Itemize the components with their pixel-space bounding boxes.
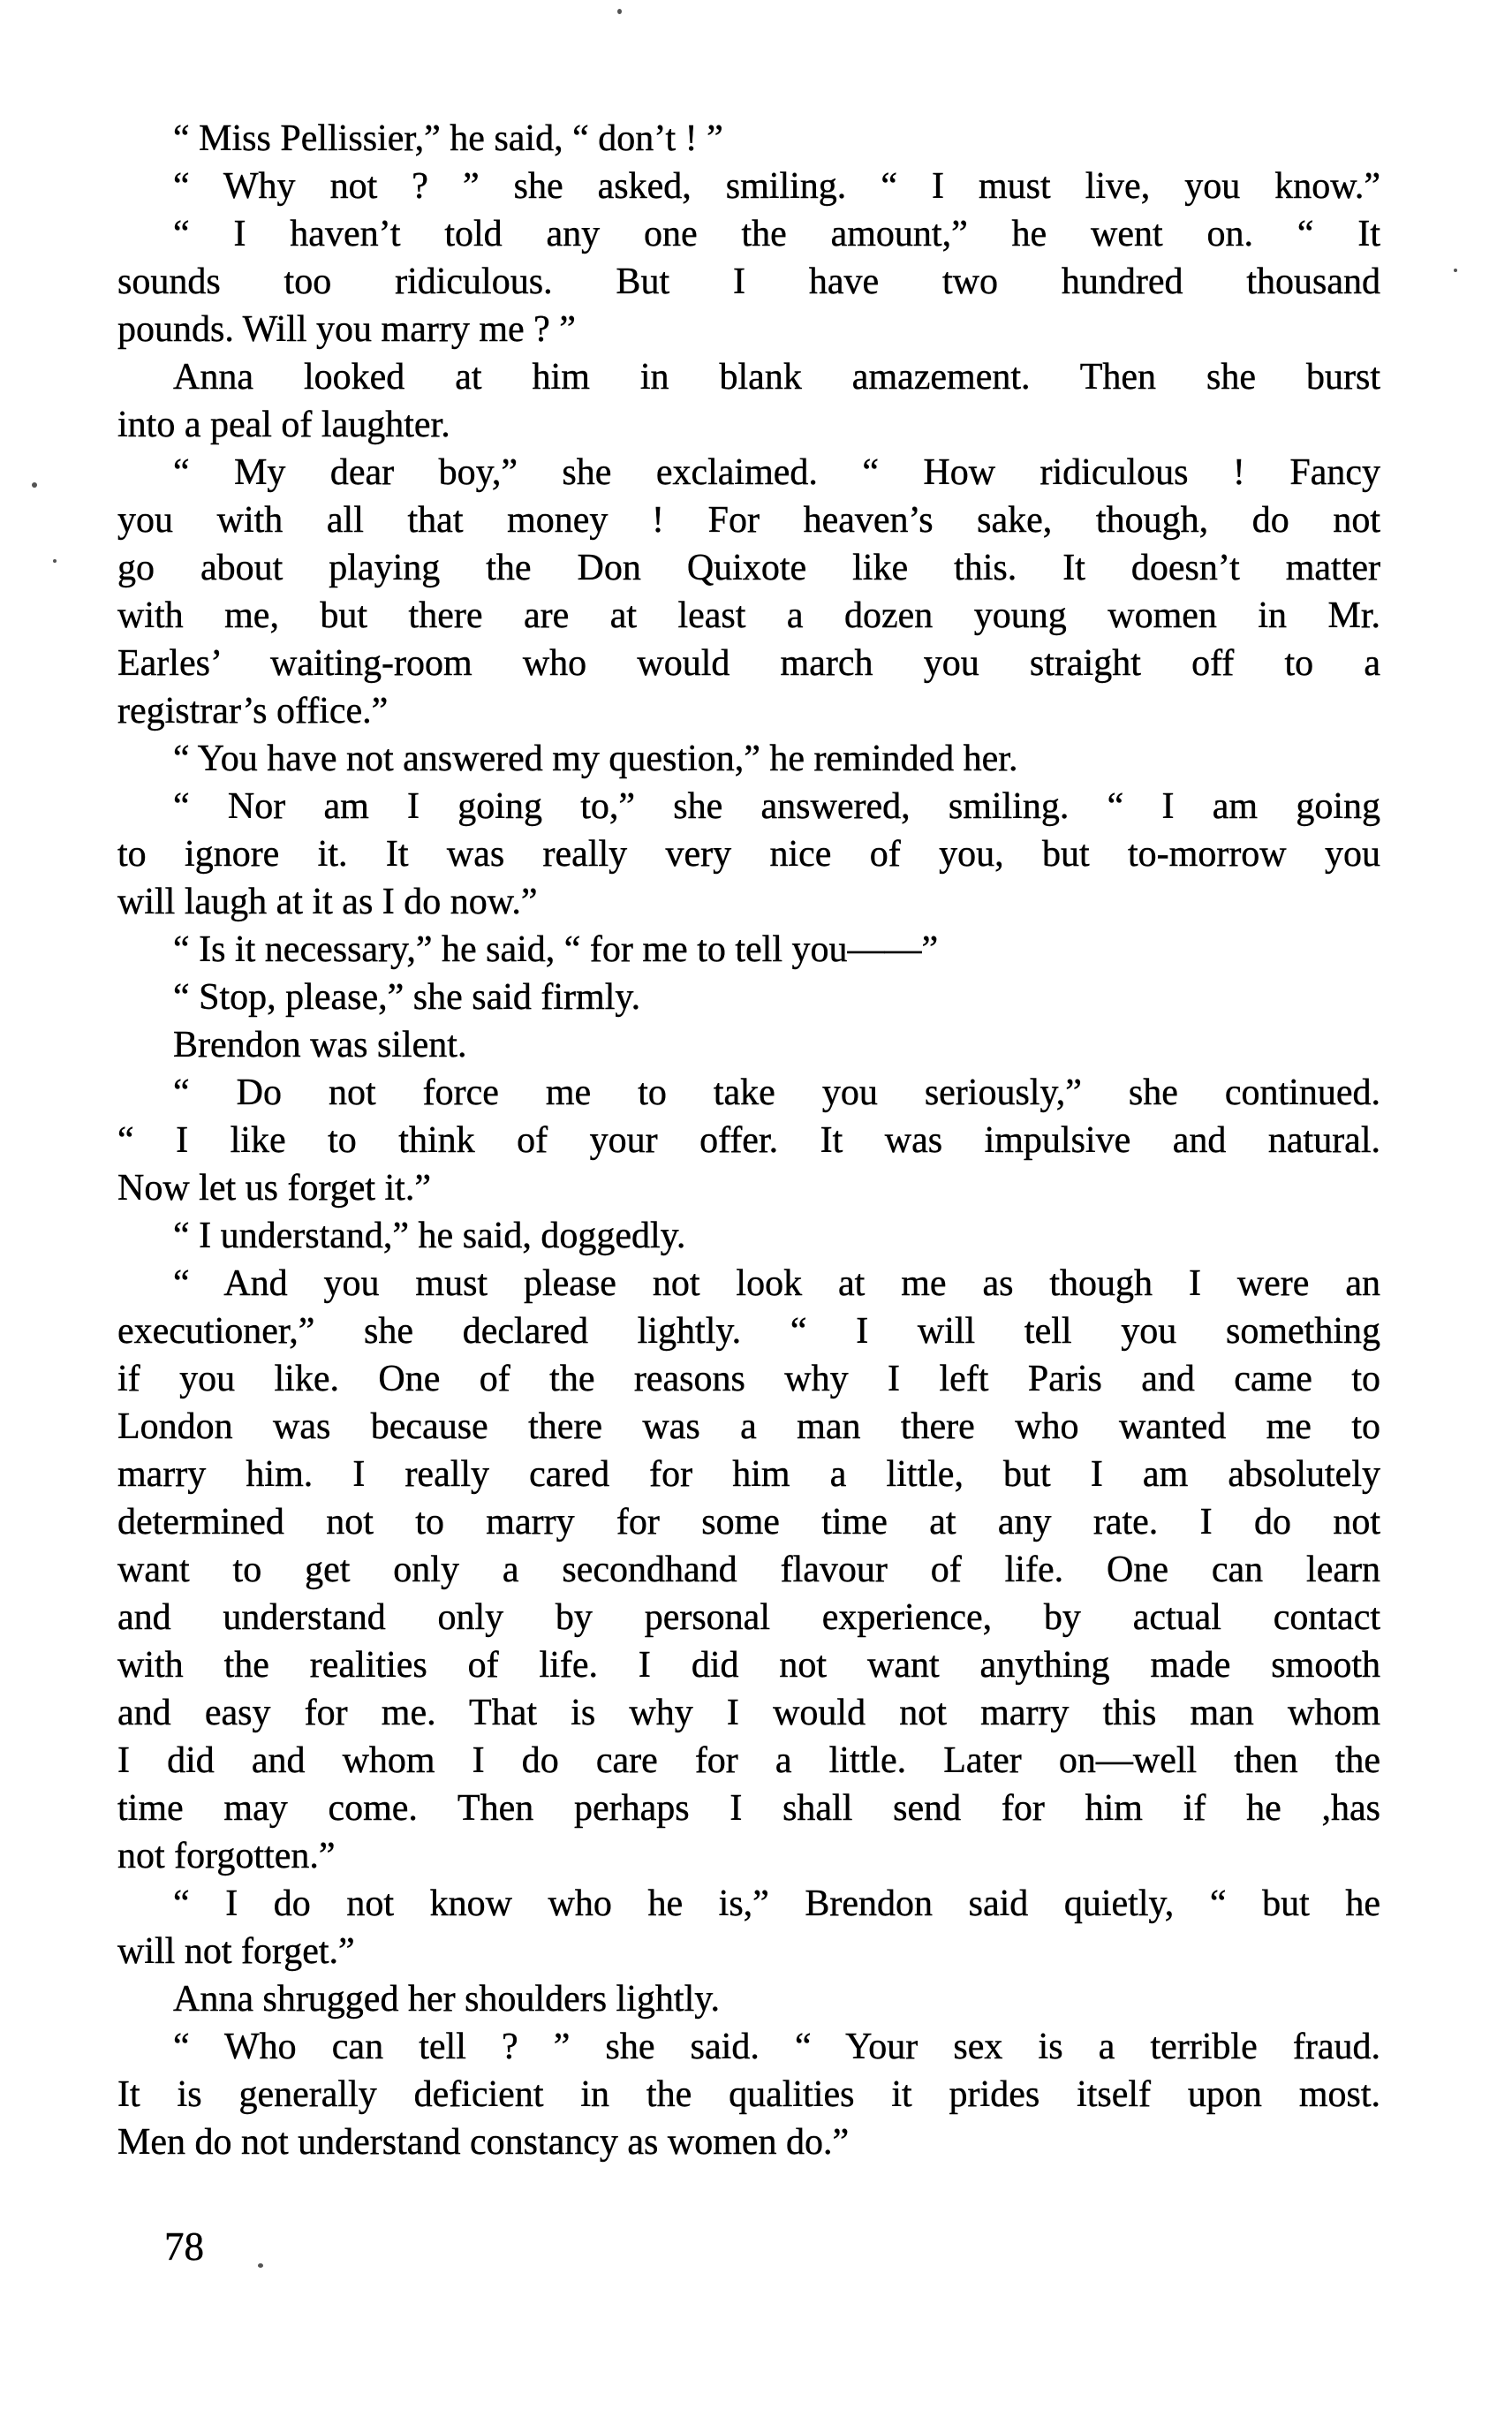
text-line: determined not to marry for some time at any rate. I do not	[117, 1502, 1380, 1542]
text-line: London was because there was a man there who wanted me to	[117, 1406, 1380, 1447]
text-line: “ Why not ? ” she asked, smiling. “ I must live, you know.”	[173, 166, 1380, 207]
text-line: “ Stop, please,” she said firmly.	[173, 977, 641, 1018]
scan-speck	[53, 559, 57, 563]
text-line: with me, but there are at least a dozen young women in Mr.	[117, 595, 1380, 636]
text-line: “ Who can tell ? ” she said. “ Your sex is a terrible fraud.	[173, 2027, 1380, 2067]
text-line: Men do not understand constancy as women do.”	[117, 2122, 850, 2163]
scan-speck	[258, 2263, 263, 2268]
text-line: “ I understand,” he said, doggedly.	[173, 1216, 686, 1256]
text-line: time may come. Then perhaps I shall send for him if he ,has	[117, 1788, 1380, 1829]
text-line: and easy for me. That is why I would not marry this man whom	[117, 1693, 1380, 1733]
text-line: sounds too ridiculous. But I have two hundred thousand	[117, 261, 1380, 302]
page-number: 78	[164, 2224, 204, 2269]
text-line: I did and whom I do care for a little. Later on—well then the	[117, 1740, 1380, 1781]
text-line: marry him. I really cared for him a little, but I am absolutely	[117, 1454, 1380, 1495]
text-line: “ Is it necessary,” he said, “ for me to tell you——”	[173, 929, 939, 970]
text-line: Brendon was silent.	[173, 1025, 467, 1065]
text-line: executioner,” she declared lightly. “ I will tell you something	[117, 1311, 1380, 1352]
text-line: will laugh at it as I do now.”	[117, 882, 538, 922]
text-line: It is generally deficient in the qualities it prides itself upon most.	[117, 2074, 1380, 2115]
text-line: “ Miss Pellissier,” he said, “ don’t ! ”	[173, 118, 723, 159]
text-line: Anna shrugged her shoulders lightly.	[173, 1979, 721, 2020]
text-line: will not forget.”	[117, 1931, 355, 1972]
text-line: “ You have not answered my question,” he reminded her.	[173, 739, 1018, 779]
text-line: want to get only a secondhand flavour of life. One can learn	[117, 1550, 1380, 1590]
text-line: with the realities of life. I did not want anything made smooth	[117, 1645, 1380, 1686]
text-line: registrar’s office.”	[117, 691, 389, 731]
text-line: and understand only by personal experience, by actual contact	[117, 1597, 1380, 1638]
text-line: go about playing the Don Quixote like this. It doesn’t matter	[117, 548, 1380, 588]
text-line: “ I haven’t told any one the amount,” he went on. “ It	[173, 214, 1380, 254]
text-line: Anna looked at him in blank amazement. Then she burst	[173, 357, 1380, 398]
text-line: if you like. One of the reasons why I left Paris and came to	[117, 1359, 1380, 1399]
scan-speck	[32, 482, 37, 488]
text-line: not forgotten.”	[117, 1836, 336, 1876]
text-line: to ignore it. It was really very nice of you, but to-morrow you	[117, 834, 1380, 875]
text-line: “ My dear boy,” she exclaimed. “ How ridiculous ! Fancy	[173, 452, 1380, 493]
text-line: Earles’ waiting-room who would march you straight off to a	[117, 643, 1380, 684]
text-line: pounds. Will you marry me ? ”	[117, 309, 576, 350]
text-line: “ Nor am I going to,” she answered, smiling. “ I am going	[173, 786, 1380, 827]
text-line: you with all that money ! For heaven’s sake, though, do not	[117, 500, 1380, 541]
text-line: “ Do not force me to take you seriously,” she continued.	[173, 1072, 1380, 1113]
text-line: “ I like to think of your offer. It was impulsive and natural.	[117, 1120, 1380, 1161]
text-line: Now let us forget it.”	[117, 1168, 431, 1209]
text-line: “ And you must please not look at me as though I were an	[173, 1263, 1380, 1304]
text-line: “ I do not know who he is,” Brendon said quietly, “ but he	[173, 1883, 1380, 1924]
page-text	[117, 115, 1380, 2166]
scan-speck	[617, 9, 622, 14]
text-line: into a peal of laughter.	[117, 405, 450, 445]
scan-speck	[1454, 269, 1457, 272]
